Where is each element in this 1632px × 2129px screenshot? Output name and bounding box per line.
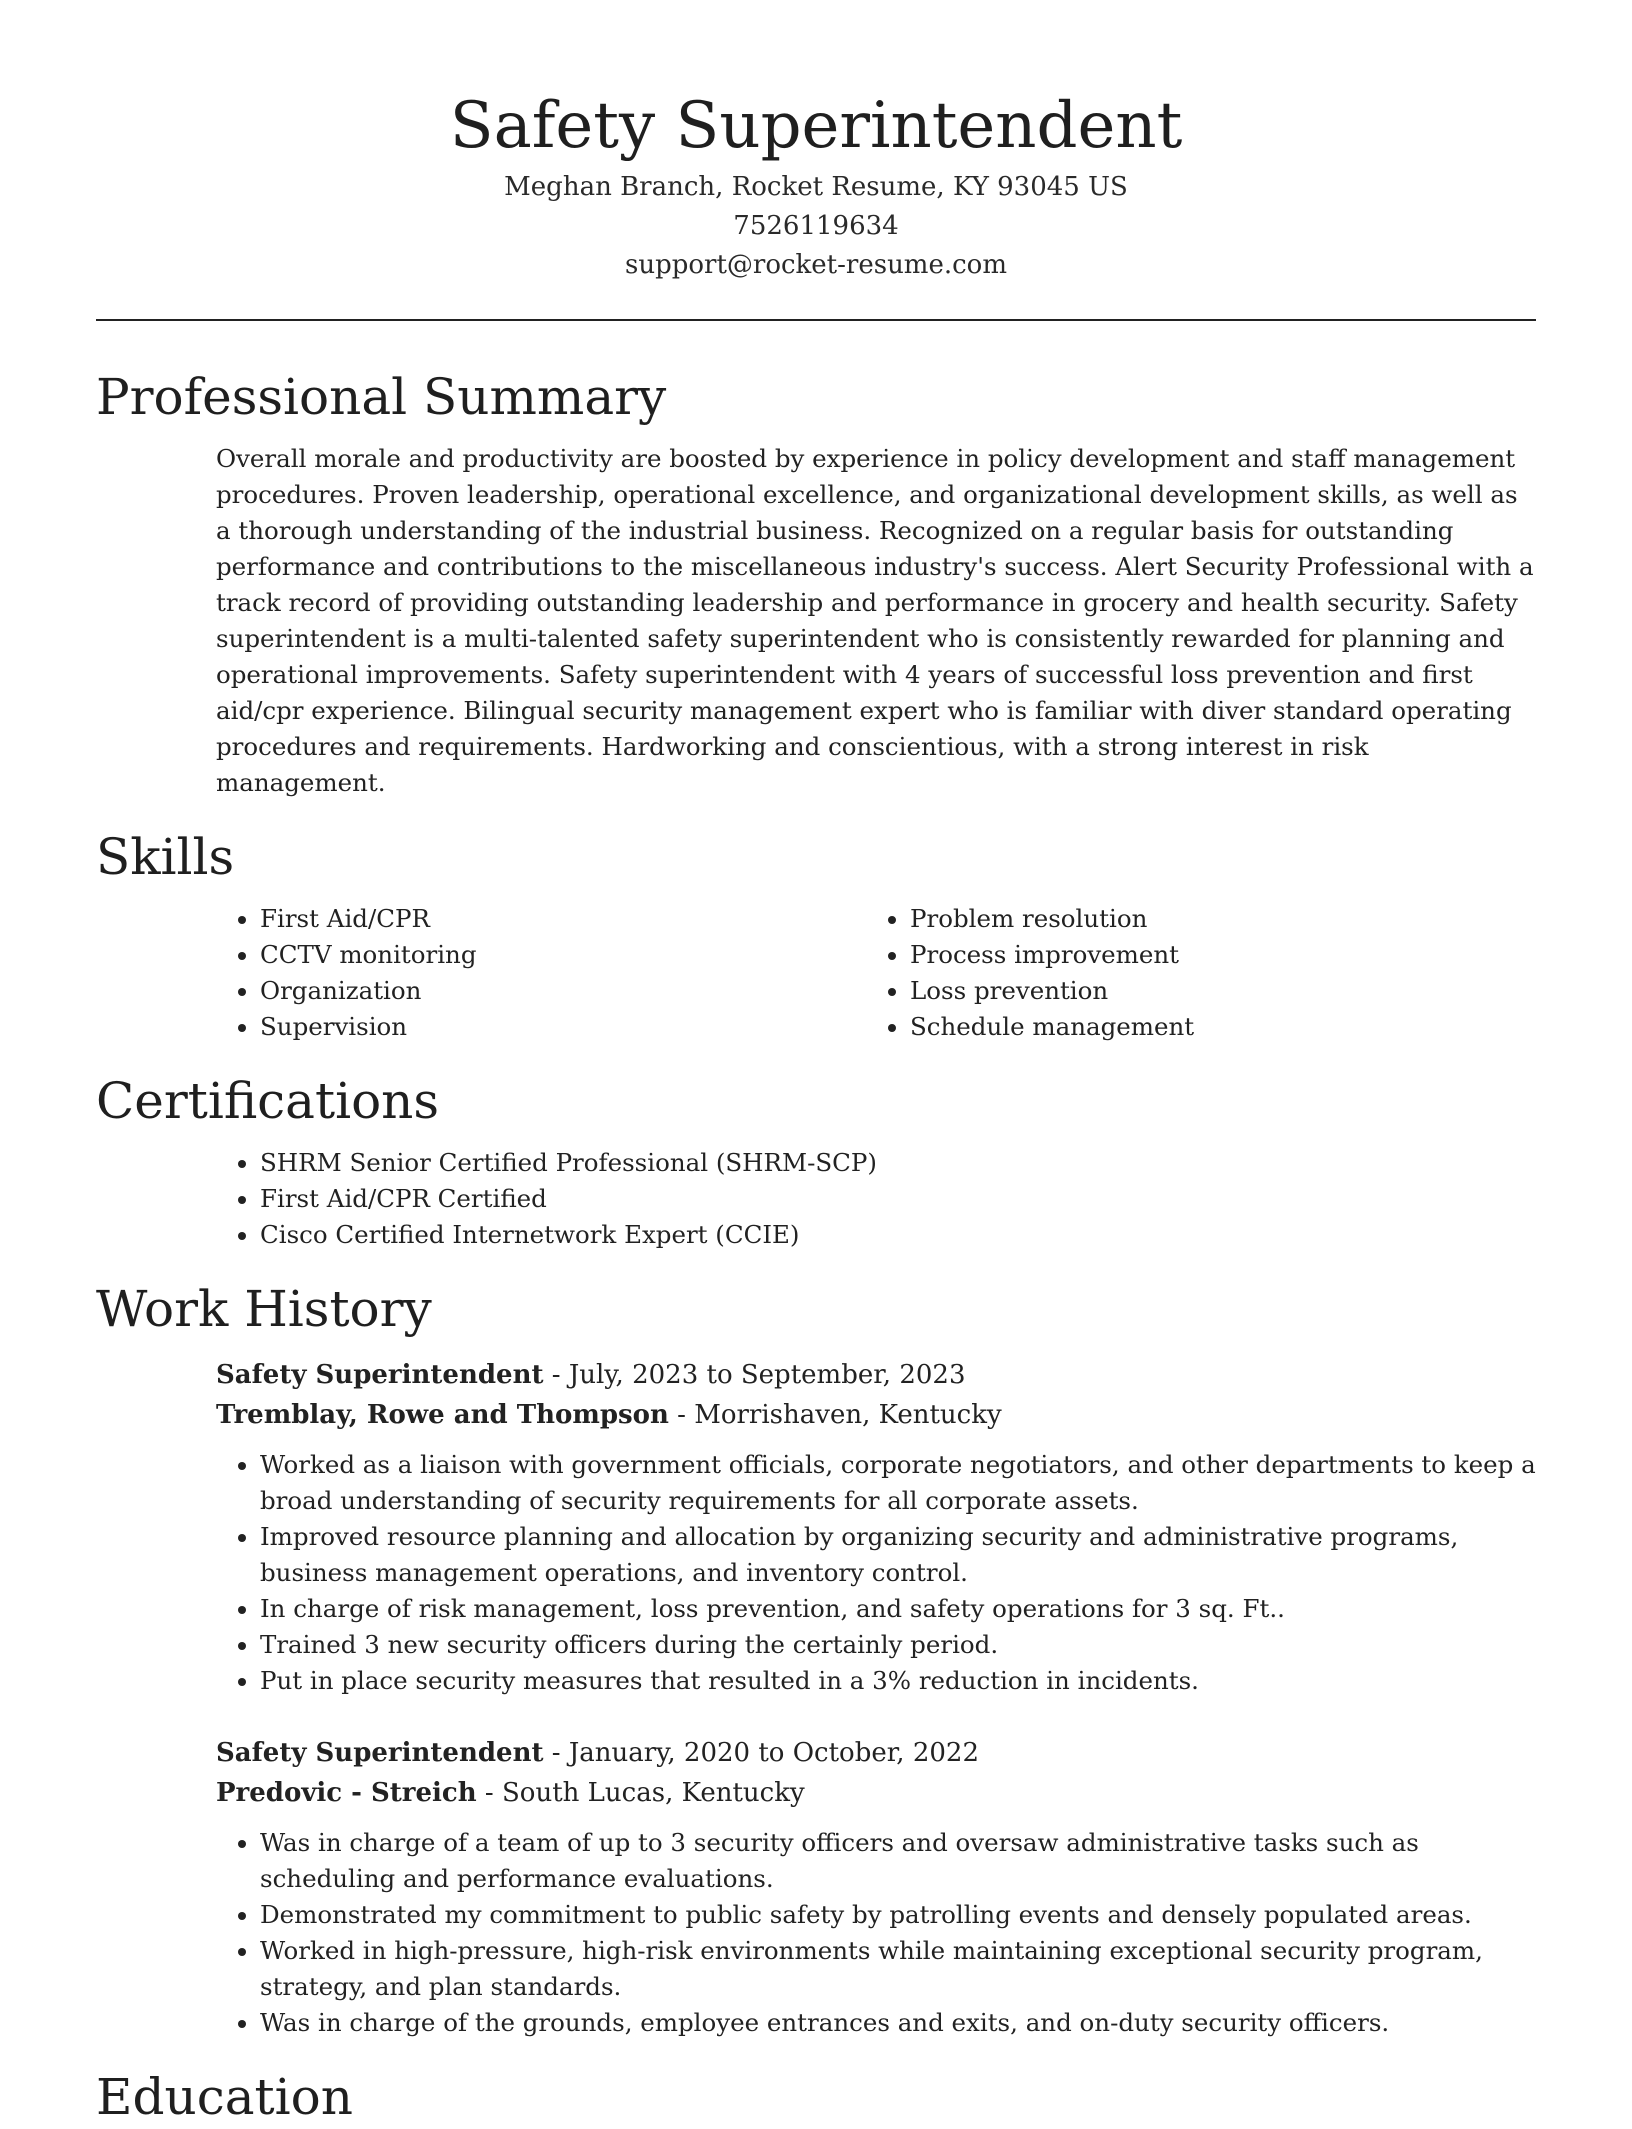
job-bullet: • Improved resource planning and allocation by organizing security and administrative programs, business management operations, and inventory control. <box>260 1519 1536 1591</box>
skills-section <box>96 825 1536 1045</box>
certification-item: • SHRM Senior Certified Professional (SHRM-SCP) <box>260 1145 1536 1181</box>
contact-address: Meghan Branch, Rocket Resume, KY 93045 US <box>504 172 1128 202</box>
skill-item: • Supervision <box>260 1009 746 1045</box>
job-bullets <box>216 1825 1536 2041</box>
education-section <box>96 2065 1536 2129</box>
job-bullet: • Was in charge of a team of up to 3 security officers and oversaw administrative tasks such as scheduling and performance evaluations. <box>260 1825 1536 1897</box>
certifications-list <box>96 1145 1536 1253</box>
work-history-heading: Work History <box>96 1280 432 1338</box>
job-bullet: • Worked as a liaison with government officials, corporate negotiators, and other departments to keep a broad understanding of security requirements for all corporate assets. <box>260 1447 1536 1519</box>
work-history-section <box>96 1277 1536 2041</box>
skills-list-right <box>746 901 1510 1045</box>
resume-page <box>96 0 1536 2129</box>
certification-item: • First Aid/CPR Certified <box>260 1181 1536 1217</box>
summary-heading: Professional Summary <box>96 368 667 426</box>
skill-item: • Organization <box>260 973 746 1009</box>
contact-phone: 7526119634 <box>733 211 899 241</box>
job-entry <box>216 1355 1536 1699</box>
job-company-line <box>216 1395 1536 1435</box>
job-bullet: • Was in charge of the grounds, employee entrances and exits, and on-duty security officers. <box>260 2005 1536 2041</box>
job-company: Predovic - Streich <box>216 1778 477 1808</box>
job-title-line <box>216 1733 1536 1773</box>
resume-name: Safety Superintendent <box>449 89 1183 163</box>
job-bullet: • In charge of risk management, loss prevention, and safety operations for 3 sq. Ft.. <box>260 1591 1536 1627</box>
skills-heading: Skills <box>96 828 235 886</box>
job-entry <box>216 1733 1536 2041</box>
job-bullet: • Worked in high-pressure, high-risk environments while maintaining exceptional security program, strategy, and plan standards. <box>260 1933 1536 2005</box>
job-dates: - July, 2023 to September, 2023 <box>543 1360 966 1390</box>
skills-columns <box>96 901 1536 1045</box>
skills-list-left <box>96 901 746 1045</box>
skill-item: • Loss prevention <box>910 973 1510 1009</box>
job-title: Safety Superintendent <box>216 1738 544 1768</box>
skill-item: • CCTV monitoring <box>260 937 746 973</box>
skill-item: • Process improvement <box>910 937 1510 973</box>
contact-email: support@rocket-resume.com <box>624 250 1007 280</box>
contact-block <box>96 168 1536 285</box>
job-bullets <box>216 1447 1536 1699</box>
job-dates: - January, 2020 to October, 2022 <box>543 1738 979 1768</box>
resume-header <box>96 0 1536 285</box>
certification-item: • Cisco Certified Internetwork Expert (CCIE) <box>260 1217 1536 1253</box>
header-divider <box>96 319 1536 321</box>
summary-text: Overall morale and productivity are boosted by experience in policy development and staff management procedures. Proven leadership, operational excellence, and organizational development skills, as well as a thorough understanding of the industrial business. Recognized on a regular basis for outstanding performance and contributions to the miscellaneous industry's success. Alert Security Professional with a track record of providing outstanding leadership and performance in grocery and health security. Safety superintendent is a multi-talented safety superintendent who is consistently rewarded for planning and operational improvements. Safety superintendent with 4 years of successful loss prevention and first aid/cpr experience. Bilingual security management expert who is familiar with diver standard operating procedures and requirements. Hardworking and conscientious, with a strong interest in risk management. <box>216 444 1534 797</box>
job-location: - South Lucas, Kentucky <box>476 1778 805 1808</box>
certifications-section <box>96 1069 1536 1253</box>
job-company: Tremblay, Rowe and Thompson <box>216 1400 669 1430</box>
job-bullet: • Put in place security measures that resulted in a 3% reduction in incidents. <box>260 1663 1536 1699</box>
job-company-line <box>216 1773 1536 1813</box>
skill-item: • First Aid/CPR <box>260 901 746 937</box>
summary-section <box>96 365 1536 801</box>
job-bullet: • Trained 3 new security officers during the certainly period. <box>260 1627 1536 1663</box>
education-heading: Education <box>96 2068 353 2126</box>
job-title: Safety Superintendent <box>216 1360 544 1390</box>
job-location: - Morrishaven, Kentucky <box>668 1400 1002 1430</box>
skill-item: • Schedule management <box>910 1009 1510 1045</box>
job-bullet: • Demonstrated my commitment to public safety by patrolling events and densely populated areas. <box>260 1897 1536 1933</box>
skill-item: • Problem resolution <box>910 901 1510 937</box>
certifications-heading: Certifications <box>96 1072 440 1130</box>
job-title-line <box>216 1355 1536 1395</box>
